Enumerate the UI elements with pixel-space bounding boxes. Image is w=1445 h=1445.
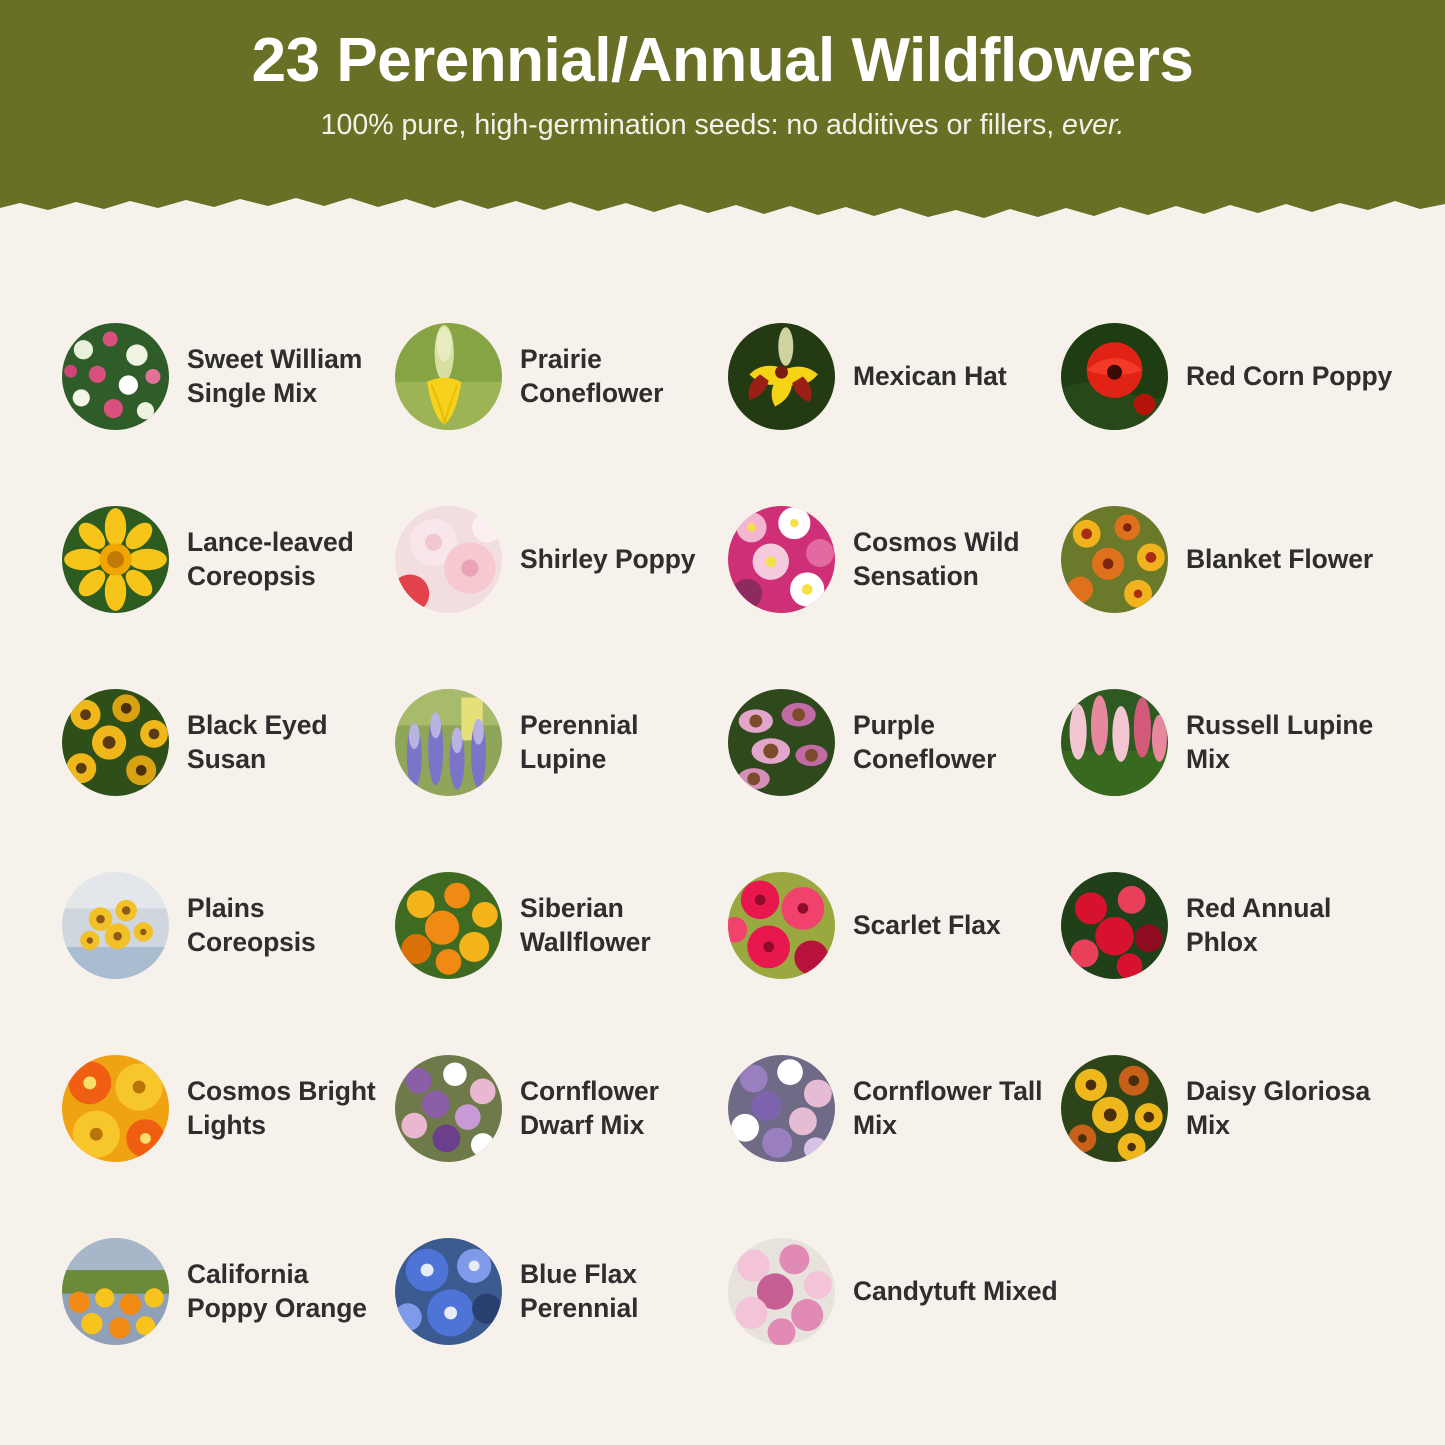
list-item [62, 1017, 395, 1200]
flower-image-19 [728, 1055, 835, 1162]
flower-name: Blue Flax Perennial [520, 1258, 639, 1323]
header-banner [0, 0, 1445, 196]
torn-edge-shape [0, 192, 1445, 222]
list-item [395, 651, 728, 834]
list-item [1061, 468, 1394, 651]
list-item [728, 468, 1061, 651]
list-item [1061, 651, 1394, 834]
flower-image-20 [1061, 1055, 1168, 1162]
flower-image-12 [1061, 689, 1168, 796]
flower-name: Cosmos Wild Sensation [853, 526, 1020, 591]
list-item [62, 834, 395, 1017]
flower-name: Perennial Lupine [520, 709, 639, 774]
flower-image-16 [1061, 872, 1168, 979]
flower-image-15 [728, 872, 835, 979]
list-item [728, 285, 1061, 468]
flower-name: Mexican Hat [853, 360, 1007, 391]
flower-name: Sweet William Single Mix [187, 343, 363, 408]
flower-thumbnail-icon [728, 1055, 835, 1162]
subtitle-emphasis: ever. [1062, 109, 1125, 142]
flower-image-5 [62, 506, 169, 613]
flower-image-8 [1061, 506, 1168, 613]
flower-thumbnail-icon [1061, 323, 1168, 430]
flower-name: Candytuft Mixed [853, 1275, 1058, 1306]
flower-image-3 [728, 323, 835, 430]
flower-thumbnail-icon [62, 1238, 169, 1345]
list-item [728, 834, 1061, 1017]
flower-image-1 [62, 323, 169, 430]
list-item [395, 285, 728, 468]
flower-thumbnail-icon [395, 506, 502, 613]
flower-thumbnail-icon [1061, 1055, 1168, 1162]
flower-thumbnail-icon [728, 506, 835, 613]
flower-name: Black Eyed Susan [187, 709, 328, 774]
list-item [62, 468, 395, 651]
flower-name: Russell Lupine Mix [1186, 709, 1374, 774]
flower-image-6 [395, 506, 502, 613]
flower-name: Red Annual Phlox [1186, 892, 1332, 957]
flower-image-13 [62, 872, 169, 979]
flower-thumbnail-icon [395, 1055, 502, 1162]
list-item [62, 651, 395, 834]
flower-image-18 [395, 1055, 502, 1162]
flower-grid [62, 285, 1392, 1383]
flower-image-22 [395, 1238, 502, 1345]
flower-name: Daisy Gloriosa Mix [1186, 1075, 1371, 1140]
flower-thumbnail-icon [62, 323, 169, 430]
list-item [395, 834, 728, 1017]
flower-thumbnail-icon [728, 323, 835, 430]
flower-image-4 [1061, 323, 1168, 430]
flower-name: Purple Coneflower [853, 709, 997, 774]
list-item [395, 1017, 728, 1200]
flower-image-9 [62, 689, 169, 796]
list-item [1061, 834, 1394, 1017]
list-item [62, 285, 395, 468]
list-item [1061, 1017, 1394, 1200]
list-item [1061, 285, 1394, 468]
flower-name: Cornflower Tall Mix [853, 1075, 1043, 1140]
list-item [728, 1200, 1061, 1383]
flower-name: Shirley Poppy [520, 543, 696, 574]
flower-name: Plains Coreopsis [187, 892, 316, 957]
flower-name: Cosmos Bright Lights [187, 1075, 376, 1140]
flower-thumbnail-icon [1061, 506, 1168, 613]
torn-paper-edge [0, 192, 1445, 222]
flower-name: Red Corn Poppy [1186, 360, 1393, 391]
flower-thumbnail-icon [395, 689, 502, 796]
flower-thumbnail-icon [728, 689, 835, 796]
flower-thumbnail-icon [395, 323, 502, 430]
flower-name: Cornflower Dwarf Mix [520, 1075, 659, 1140]
list-item [395, 1200, 728, 1383]
flower-name: Blanket Flower [1186, 543, 1374, 574]
flower-image-23 [728, 1238, 835, 1345]
flower-thumbnail-icon [728, 1238, 835, 1345]
flower-name: California Poppy Orange [187, 1258, 367, 1323]
flower-name: Lance-leaved Coreopsis [187, 526, 354, 591]
page-subtitle [0, 109, 1445, 142]
list-item [728, 651, 1061, 834]
flower-thumbnail-icon [62, 872, 169, 979]
list-item [395, 468, 728, 651]
flower-image-21 [62, 1238, 169, 1345]
flower-image-10 [395, 689, 502, 796]
flower-thumbnail-icon [62, 1055, 169, 1162]
page-title: 23 Perennial/Annual Wildflowers [251, 26, 1194, 95]
flower-thumbnail-icon [395, 872, 502, 979]
flower-thumbnail-icon [62, 689, 169, 796]
flower-thumbnail-icon [62, 506, 169, 613]
flower-thumbnail-icon [1061, 872, 1168, 979]
flower-image-17 [62, 1055, 169, 1162]
flower-thumbnail-icon [395, 1238, 502, 1345]
flower-image-11 [728, 689, 835, 796]
subtitle-text: 100% pure, high-germination seeds: no additives or fillers, [320, 109, 1063, 142]
flower-name: Prairie Coneflower [520, 343, 664, 408]
list-item [728, 1017, 1061, 1200]
flower-image-7 [728, 506, 835, 613]
flower-thumbnail-icon [1061, 689, 1168, 796]
flower-name: Scarlet Flax [853, 909, 1001, 940]
flower-image-2 [395, 323, 502, 430]
flower-name: Siberian Wallflower [520, 892, 651, 957]
list-item [62, 1200, 395, 1383]
flower-thumbnail-icon [728, 872, 835, 979]
flower-image-14 [395, 872, 502, 979]
